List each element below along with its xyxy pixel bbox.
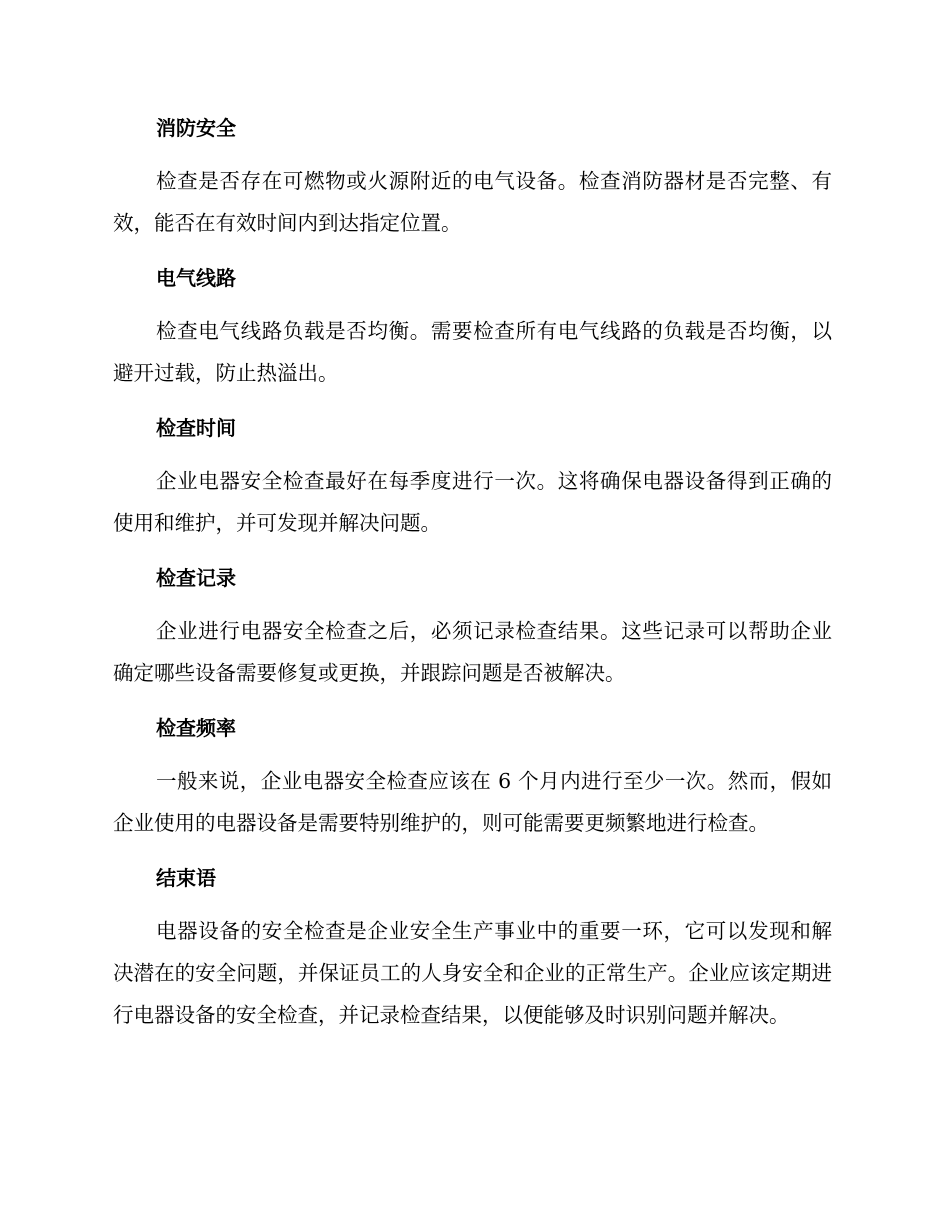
section-electrical-wiring: [113, 260, 832, 394]
section-paragraph: 一般来说，企业电器安全检查应该在 6 个月内进行至少一次。然而，假如企业使用的电器设备是需要特别维护的，则可能需要更频繁地进行检查。: [113, 769, 832, 835]
section-paragraph: 检查电气线路负载是否均衡。需要检查所有电气线路的负载是否均衡，以避开过载，防止热溢出。: [113, 319, 832, 385]
section-heading: 检查时间: [156, 416, 236, 440]
section-paragraph: 企业进行电器安全检查之后，必须记录检查结果。这些记录可以帮助企业确定哪些设备需要修复或更换，并跟踪问题是否被解决。: [113, 619, 832, 685]
section-paragraph: 检查是否存在可燃物或火源附近的电气设备。检查消防器材是否完整、有效，能否在有效时间内到达指定位置。: [113, 169, 832, 235]
section-heading: 检查记录: [156, 566, 236, 590]
section-inspection-records: [113, 560, 832, 694]
section-conclusion: [113, 860, 832, 1036]
section-heading: 电气线路: [156, 266, 236, 290]
section-paragraph: 电器设备的安全检查是企业安全生产事业中的重要一环，它可以发现和解决潜在的安全问题，并保证员工的人身安全和企业的正常生产。企业应该定期进行电器设备的安全检查，并记录检查结果，以便能够及时识别问题并解决。: [113, 919, 832, 1027]
section-heading: 结束语: [156, 866, 216, 890]
section-inspection-time: [113, 410, 832, 544]
section-heading: 检查频率: [156, 716, 236, 740]
section-inspection-frequency: [113, 710, 832, 844]
section-paragraph: 企业电器安全检查最好在每季度进行一次。这将确保电器设备得到正确的使用和维护，并可发现并解决问题。: [113, 469, 832, 535]
section-heading: 消防安全: [156, 116, 236, 140]
section-fire-safety: [113, 110, 832, 244]
